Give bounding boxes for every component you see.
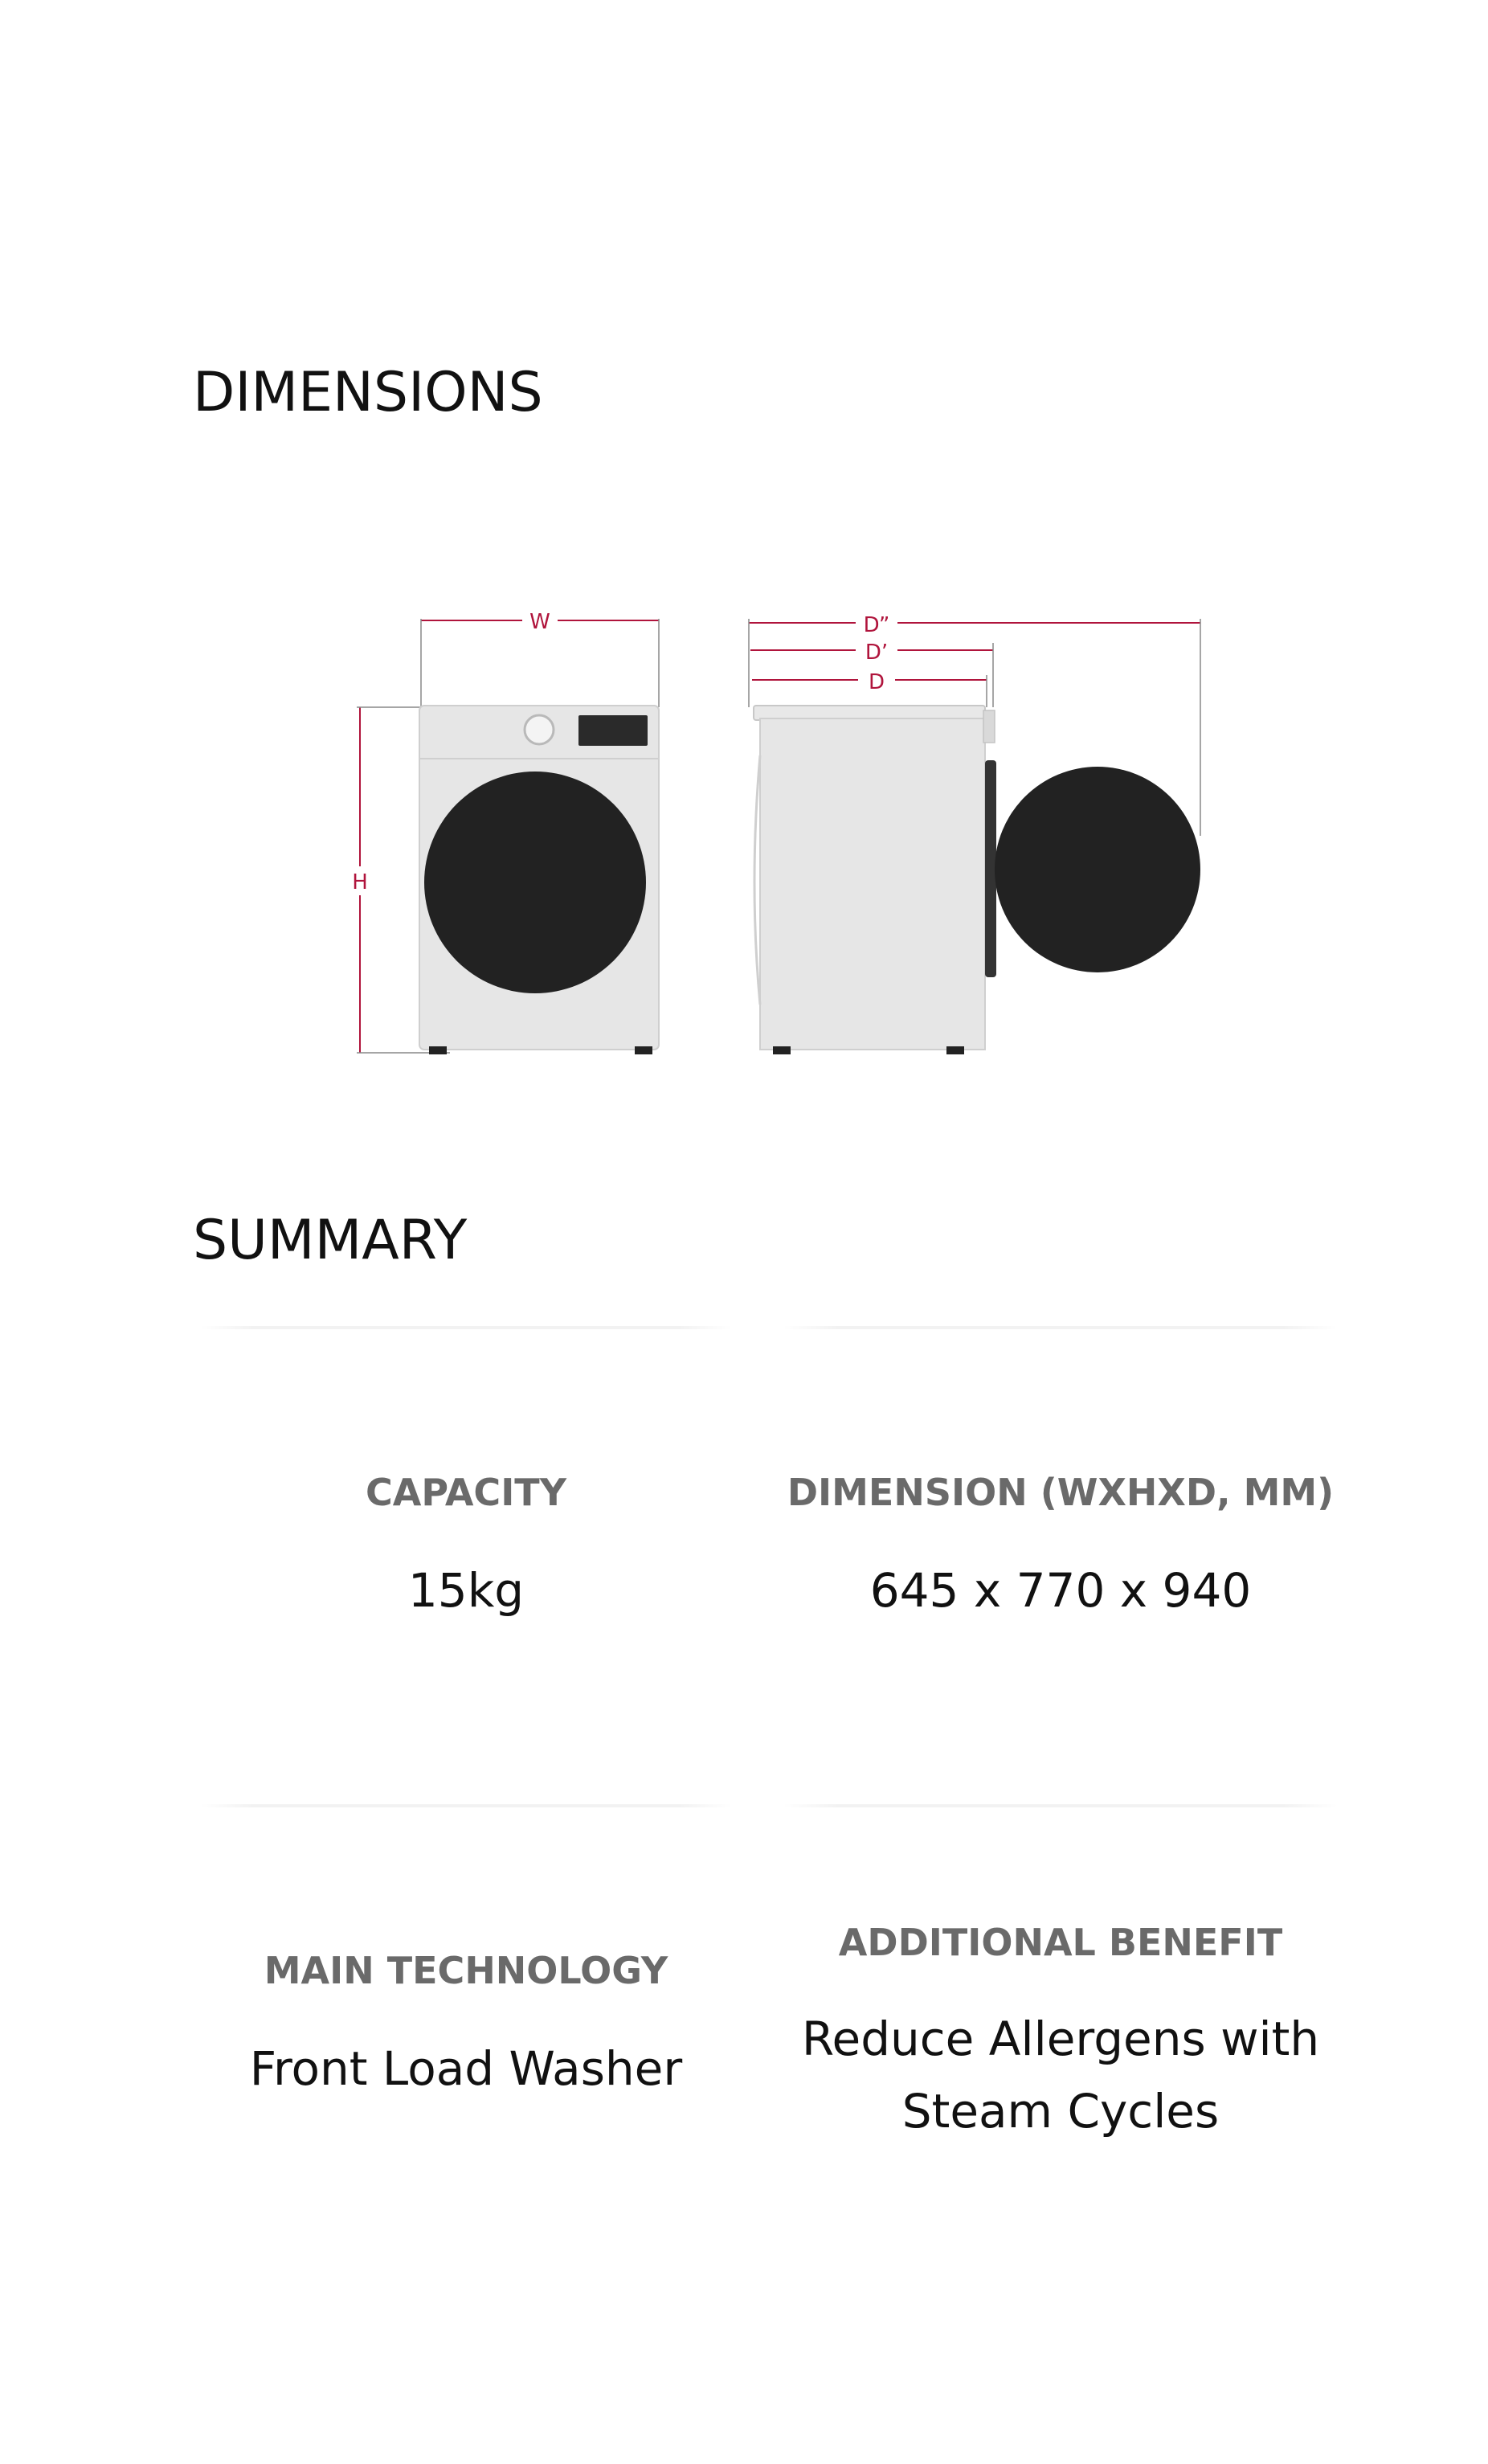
- dial-knob-icon: [525, 715, 554, 744]
- additional-benefit-card: [783, 1804, 1338, 2139]
- main-technology-value: Front Load Washer: [249, 2041, 683, 2096]
- depth-with-door-label: D’: [865, 641, 889, 665]
- additional-benefit-value: Reduce Allergens with Steam Cycles: [801, 2012, 1320, 2139]
- width-label: W: [529, 610, 550, 634]
- card-divider: [201, 1326, 731, 1329]
- side-view-washer: [749, 611, 1200, 1054]
- card-divider: [783, 1804, 1338, 1807]
- capacity-value: 15kg: [407, 1563, 525, 1618]
- main-technology-card: [201, 1804, 731, 2126]
- front-door: [424, 772, 646, 993]
- additional-benefit-label: ADDITIONAL BENEFIT: [838, 1921, 1283, 1964]
- dimensions-diagram: [0, 0, 1488, 1125]
- card-divider: [783, 1326, 1338, 1329]
- capacity-card: [201, 1326, 731, 1647]
- capacity-label: CAPACITY: [365, 1471, 566, 1514]
- open-door: [995, 767, 1200, 972]
- front-view-washer: [347, 608, 659, 1054]
- dimension-label: DIMENSION (WXHXD, MM): [787, 1471, 1335, 1514]
- dimensions-heading: DIMENSIONS: [193, 361, 543, 424]
- card-divider: [201, 1804, 731, 1807]
- height-label: H: [352, 870, 368, 894]
- width-dimension-line: [421, 608, 659, 707]
- depth-door-open-label: D”: [863, 613, 890, 637]
- summary-heading: SUMMARY: [193, 1209, 468, 1272]
- main-technology-label: MAIN TECHNOLOGY: [264, 1949, 668, 1992]
- dimension-card: [783, 1326, 1338, 1647]
- control-display: [578, 715, 648, 746]
- depth-label: D: [868, 670, 885, 694]
- dimension-value: 645 x 770 x 940: [869, 1563, 1252, 1618]
